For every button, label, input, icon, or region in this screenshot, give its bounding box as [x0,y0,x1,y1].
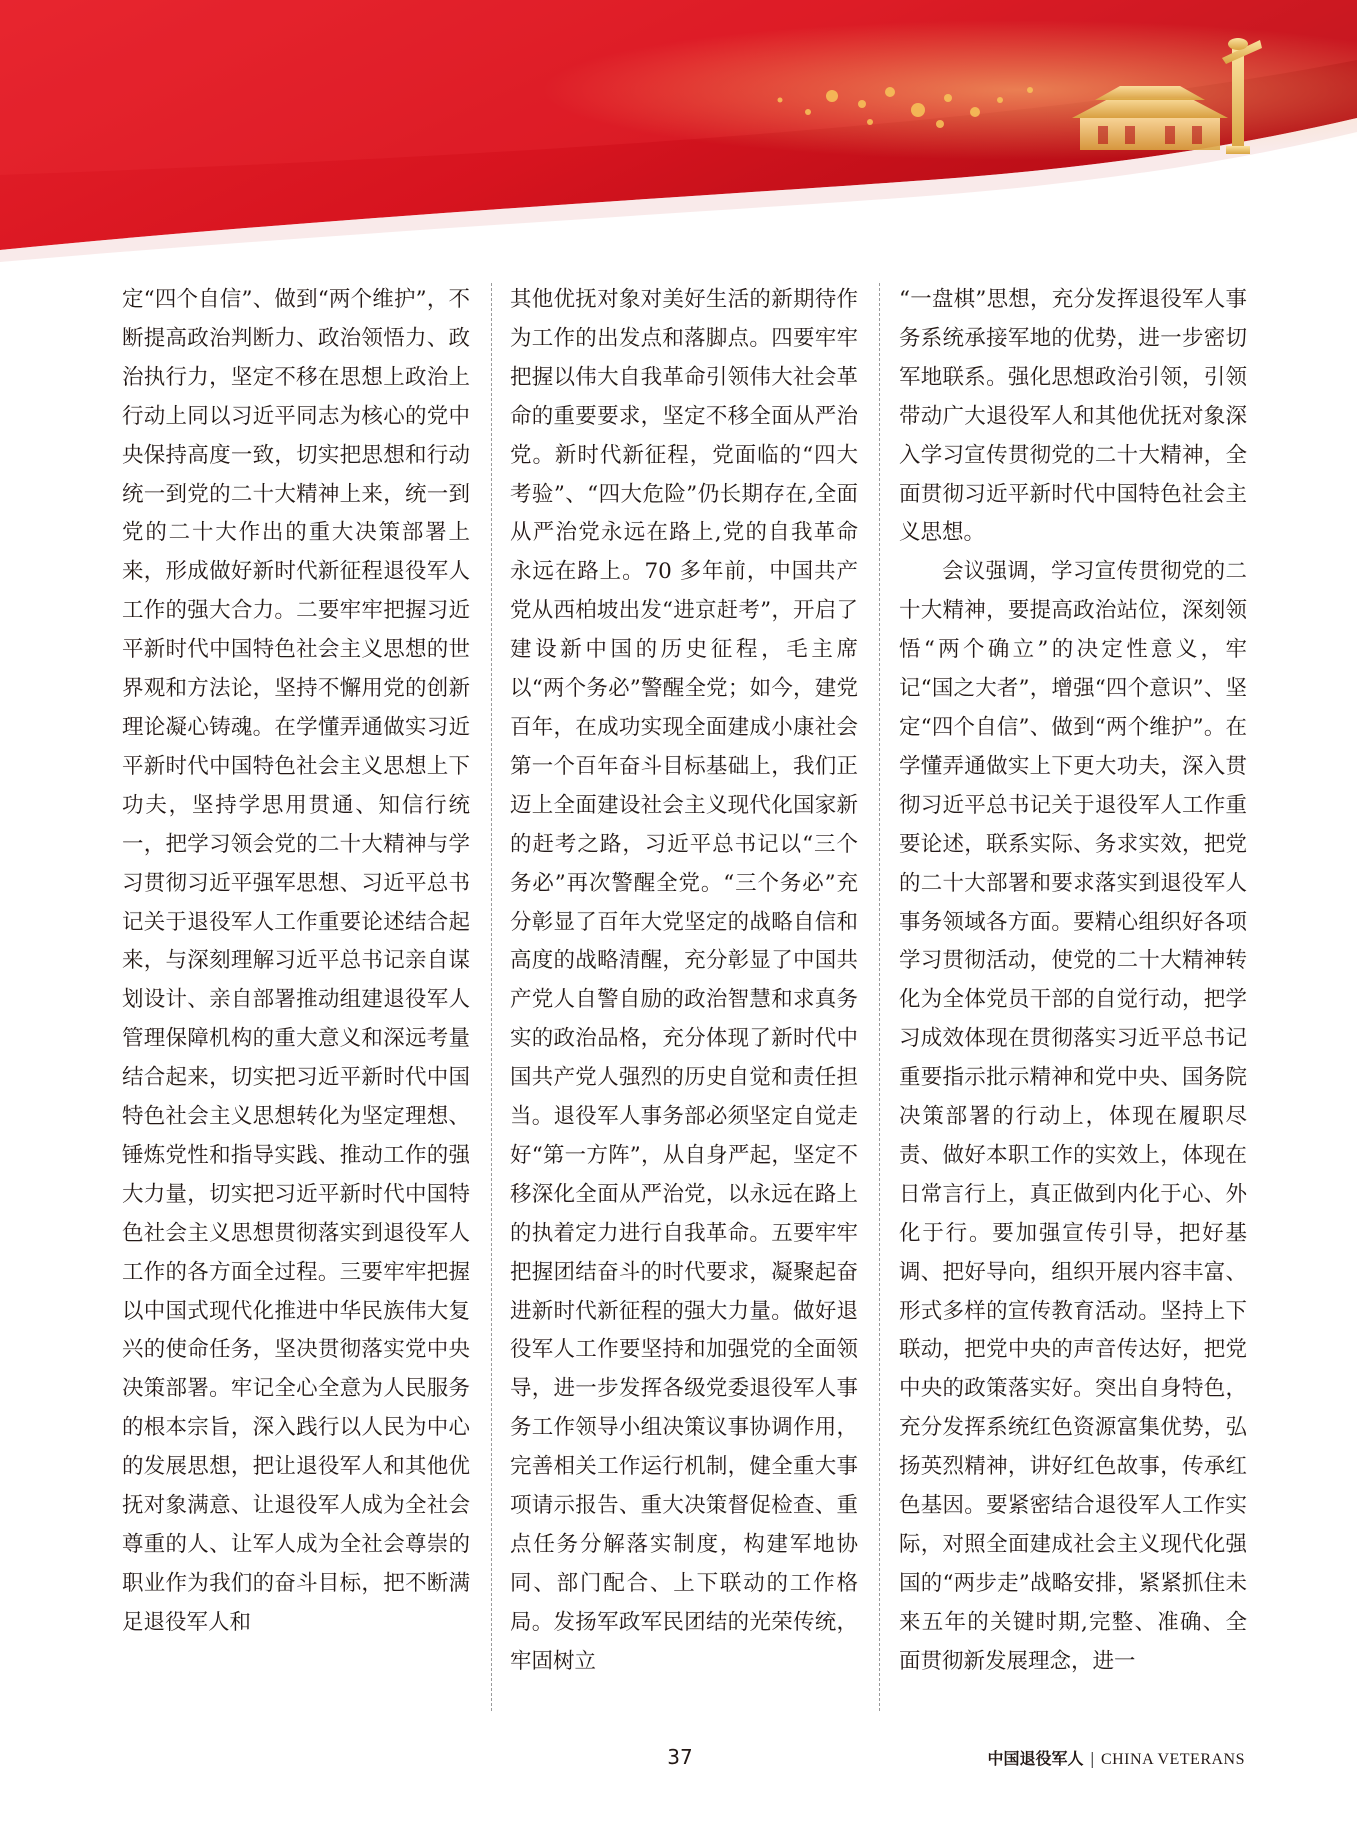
article-column-1 [122,281,470,1721]
brand-separator: | [1089,1749,1095,1768]
header-banner [0,0,1357,280]
paragraph: 其他优抚对象对美好生活的新期待作为工作的出发点和落脚点。四要牢牢把握以伟大自我革命引领伟大社会革命的重要要求，坚定不移全面从严治党。新时代新征程，党面临的“四大考验”、“四大危险”仍长期存在,全面从严治党永远在路上,党的自我革命永远在路上。70 多年前，中国共产党从西柏坡出发“进京赶考”，开启了建设新中国的历史征程，毛主席以“两个务必”警醒全党；如今，建党百年，在成功实现全面建成小康社会第一个百年奋斗目标基础上，我们正迈上全面建设社会主义现代化国家新的赶考之路，习近平总书记以“三个务必”再次警醒全党。“三个务必”充分彰显了百年大党坚定的战略自信和高度的战略清醒，充分彰显了中国共产党人自警自励的政治智慧和求真务实的政治品格，充分体现了新时代中国共产党人强烈的历史自觉和责任担当。退役军人事务部必须坚定自觉走好“第一方阵”，从自身严起，坚定不移深化全面从严治党，以永远在路上的执着定力进行自我革命。五要牢牢把握团结奋斗的时代要求，凝聚起奋进新时代新征程的强大力量。做好退役军人工作要坚持和加强党的全面领导，进一步发挥各级党委退役军人事务工作领导小组决策议事协调作用，完善相关工作运行机制，健全重大事项请示报告、重大决策督促检查、重点任务分解落实制度，构建军地协同、部门配合、上下联动的工作格局。发扬军政军民团结的光荣传统，牢固树立 [510,287,858,1674]
page-number: 37 [667,1745,693,1769]
paragraph: “一盘棋”思想，充分发挥退役军人事务系统承接军地的优势，进一步密切军地联系。强化思想政治引领，引领带动广大退役军人和其他优抚对象深入学习宣传贯彻党的二十大精神，全面贯彻习近平新时代中国特色社会主义思想。 [899,287,1247,546]
paragraph: 会议强调，学习宣传贯彻党的二十大精神，要提高政治站位，深刻领悟“两个确立”的决定性意义，牢记“国之大者”，增强“四个意识”、坚定“四个自信”、做到“两个维护”。在学懂弄通做实上下更大功夫，深入贯彻习近平总书记关于退役军人工作重要论述，联系实际、务求实效，把党的二十大部署和要求落实到退役军人事务领域各方面。要精心组织好各项学习贯彻活动，使党的二十大精神转化为全体党员干部的自觉行动，把学习成效体现在贯彻落实习近平总书记重要指示批示精神和党中央、国务院决策部署的行动上，体现在履职尽责、做好本职工作的实效上，体现在日常言行上，真正做到内化于心、外化于行。要加强宣传引导，把好基调、把好导向，组织开展内容丰富、形式多样的宣传教育活动。坚持上下联动，把党中央的声音传达好，把党中央的政策落实好。突出自身特色，充分发挥系统红色资源富集优势，弘扬英烈精神，讲好红色故事，传承红色基因。要紧密结合退役军人工作实际，对照全面建成社会主义现代化强国的“两步走”战略安排，紧紧抓住未来五年的关键时期,完整、准确、全面贯彻新发展理念，进一 [899,559,1247,1674]
article-column-2 [510,281,858,1721]
magazine-brand [988,1746,1245,1769]
banner-graphic [0,0,1357,280]
article-column-3 [899,281,1247,1721]
article-body [0,281,1357,1731]
brand-english: CHINA VETERANS [1100,1751,1245,1768]
brand-chinese: 中国退役军人 [987,1749,1084,1768]
paragraph: 定“四个自信”、做到“两个维护”，不断提高政治判断力、政治领悟力、政治执行力，坚定不移在思想上政治上行动上同以习近平同志为核心的党中央保持高度一致，切实把思想和行动统一到党的二十大精神上来，统一到党的二十大作出的重大决策部署上来，形成做好新时代新征程退役军人工作的强大合力。二要牢牢把握习近平新时代中国特色社会主义思想的世界观和方法论，坚持不懈用党的创新理论凝心铸魂。在学懂弄通做实习近平新时代中国特色社会主义思想上下功夫，坚持学思用贯通、知信行统一，把学习领会党的二十大精神与学习贯彻习近平强军思想、习近平总书记关于退役军人工作重要论述结合起来，与深刻理解习近平总书记亲自谋划设计、亲自部署推动组建退役军人管理保障机构的重大意义和深远考量结合起来，切实把习近平新时代中国特色社会主义思想转化为坚定理想、锤炼党性和指导实践、推动工作的强大力量，切实把习近平新时代中国特色社会主义思想贯彻落实到退役军人工作的各方面全过程。三要牢牢把握以中国式现代化推进中华民族伟大复兴的使命任务，坚决贯彻落实党中央决策部署。牢记全心全意为人民服务的根本宗旨，深入践行以人民为中心的发展思想，把让退役军人和其他优抚对象满意、让退役军人成为全社会尊重的人、让军人成为全社会尊崇的职业作为我们的奋斗目标，把不断满足退役军人和 [122,287,470,1635]
